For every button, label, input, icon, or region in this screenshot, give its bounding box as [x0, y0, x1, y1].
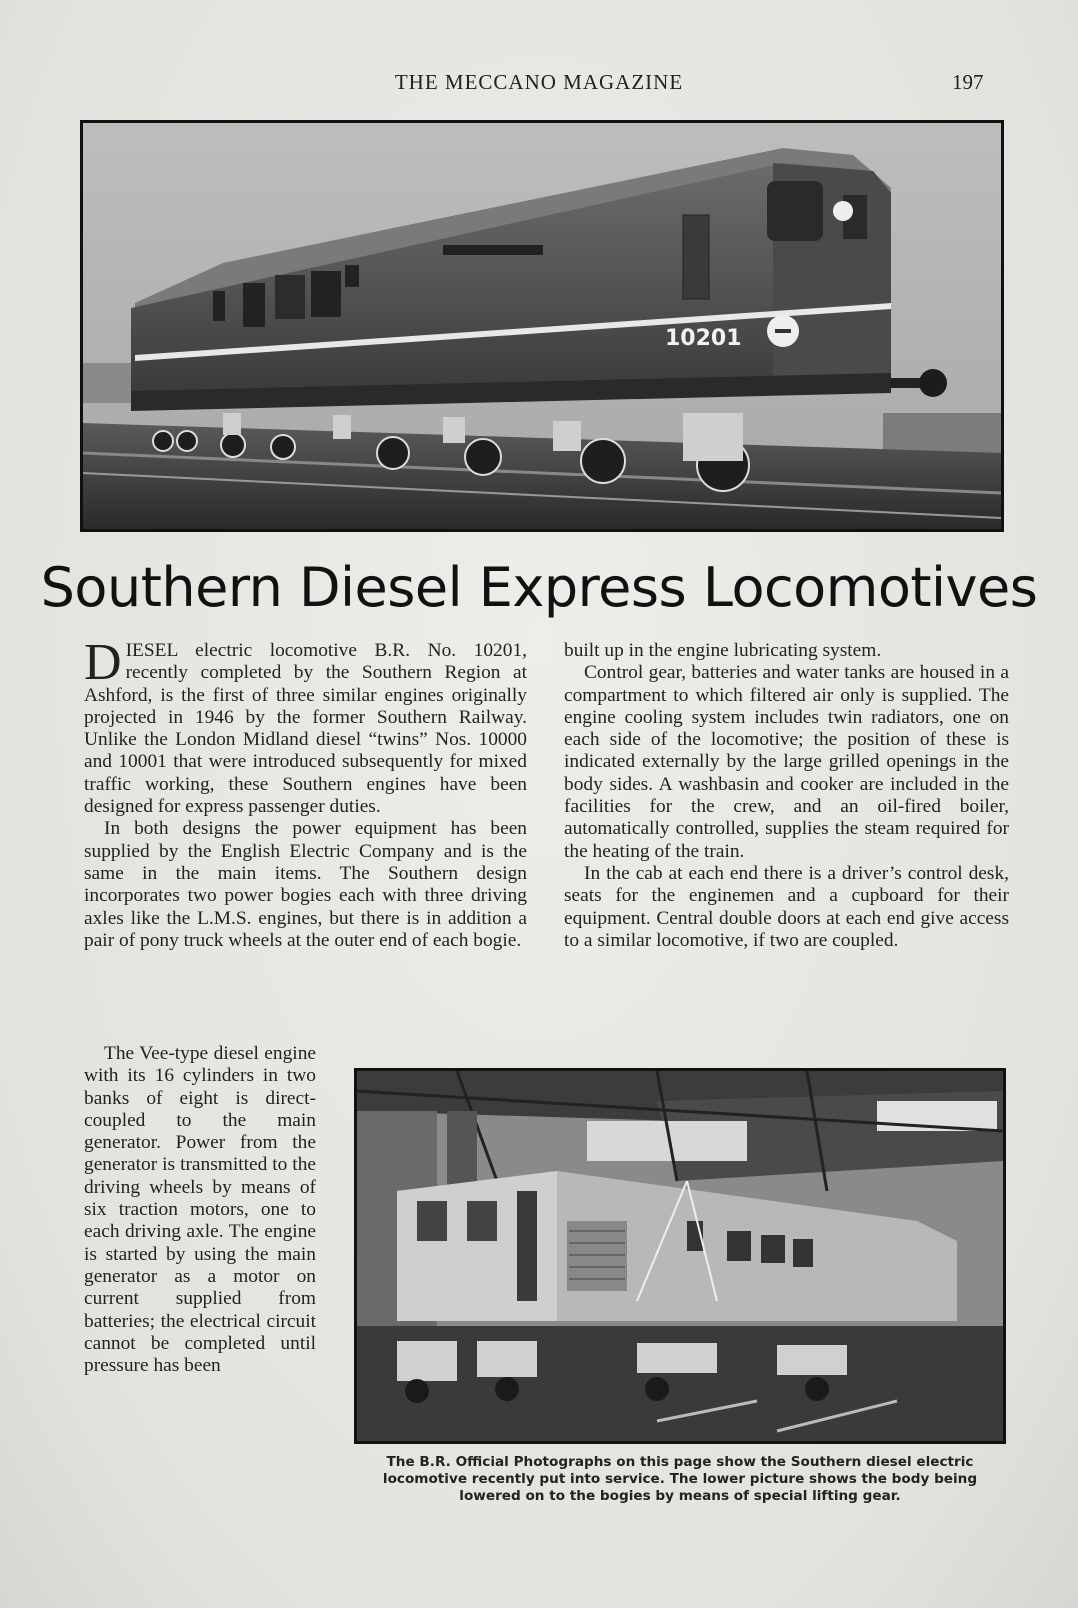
article-column-narrow: [84, 1043, 316, 1377]
article-headline: Southern Diesel Express Locomotives: [40, 556, 1038, 619]
paragraph-5: In the cab at each end there is a driver’s control desk, seats for the enginemen and a cupboard for their equipment. Central double doors at each end give access to a similar locomotive, if two are coupled.: [564, 862, 1009, 951]
paragraph-2: In both designs the power equipment has been supplied by the English Electric Company and is the same in the main items. The Southern design incorporates two power bogies each with three driving axles like the L.M.S. engines, but there is in addition a pair of pony truck wheels at the outer end of each bogie.: [84, 818, 527, 951]
workshop-illustration: [357, 1071, 1003, 1441]
paragraph-3-continued: built up in the engine lubricating system.: [564, 640, 882, 661]
drop-cap: D: [84, 634, 122, 691]
article-column-left: [84, 634, 527, 952]
caption-line-2: locomotive recently put into service. The lower picture shows the body being: [382, 1471, 978, 1487]
workshop-photo: [354, 1068, 1006, 1444]
locomotive-photo: [80, 120, 1004, 532]
caption-line-1: The B.R. Official Photographs on this page show the Southern diesel electric: [386, 1454, 974, 1470]
photo-caption: [340, 1454, 1020, 1505]
paragraph-1: IESEL electric locomotive B.R. No. 10201, recently completed by the Southern Region at Ashford, is the first of three similar engines originally projected in 1946 by the former Southern Railway. Unlike the London Midland diesel “twins” Nos. 10000 and 10001 that were introduced subsequently for mixed traffic working, these Southern engines have been designed for express passenger duties.: [84, 640, 527, 818]
locomotive-illustration: [83, 123, 1001, 529]
paragraph-3: The Vee-type diesel engine with its 16 cylinders in two banks of eight is direct-coupled to the main generator. Power from the generator is transmitted to the driving wheels by means of six traction motors, one to each driving axle. The engine is started by using the main generator as a motor on current supplied from batteries; the electrical circuit cannot be completed until pressure has been: [84, 1043, 316, 1377]
locomotive-number: 10201: [665, 326, 742, 351]
page-number: 197: [952, 70, 984, 94]
article-column-right: [564, 640, 1009, 952]
running-head: THE MECCANO MAGAZINE: [394, 70, 684, 94]
paragraph-4: Control gear, batteries and water tanks are housed in a compartment to which filtered air only is supplied. The engine cooling system includes twin radiators, one on each side of the locomotive; the position of these is indicated externally by the large grilled openings in the body sides. A washbasin and cooker are included in the facilities for the crew, and an oil-fired boiler, automatically controlled, supplies the steam required for the heating of the train.: [564, 662, 1009, 862]
caption-line-3: lowered on to the bogies by means of special lifting gear.: [459, 1488, 901, 1504]
